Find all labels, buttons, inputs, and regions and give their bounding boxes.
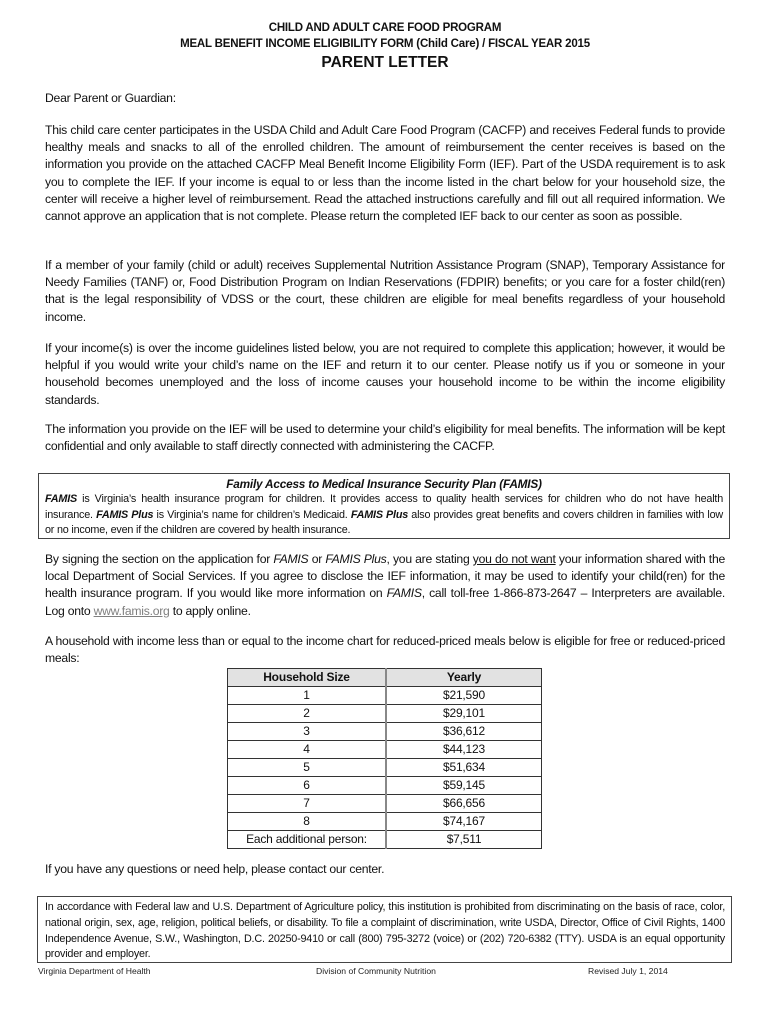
emphasis-do-not-want: you do not want bbox=[472, 552, 556, 566]
page-title: PARENT LETTER bbox=[321, 54, 449, 71]
table-row: 8 $74,167 bbox=[228, 813, 542, 831]
famis-term: FAMIS bbox=[45, 493, 77, 505]
column-header-yearly: Yearly bbox=[386, 669, 542, 687]
greeting: Dear Parent or Guardian: bbox=[45, 91, 176, 105]
table-header-row bbox=[228, 669, 542, 687]
famis-website-link[interactable]: www.famis.org bbox=[93, 603, 170, 618]
form-title: MEAL BENEFIT INCOME ELIGIBILITY FORM (Child Care) / FISCAL YEAR 2015 bbox=[180, 38, 590, 50]
table-row: 6 $59,145 bbox=[228, 777, 542, 795]
famis-info-box bbox=[38, 473, 730, 539]
footer-division: Division of Community Nutrition bbox=[316, 966, 436, 976]
table-row: 4 $44,123 bbox=[228, 741, 542, 759]
income-eligibility-table bbox=[227, 668, 542, 849]
table-row: 1 $21,590 bbox=[228, 687, 542, 705]
table-row: Each additional person: $7,511 bbox=[228, 831, 542, 849]
nondiscrimination-notice: In accordance with Federal law and U.S. Department of Agriculture policy, this institution is prohibited from discriminating on the basis of race, color, national origin, sex, age, religion, political beliefs, or disability. To file a complaint of discrimination, write USDA, Director, Office of Civil Rights, 1400 Independence Avenue, S.W., Washington, D.C. 20250-9410 or call (800) 795-3272 (voice) or (202) 720-6382 (TTY). USDA is an equal opportunity provider and employer. bbox=[37, 896, 732, 963]
famis-box-title: Family Access to Medical Insurance Security Plan (FAMIS) bbox=[226, 477, 542, 491]
table-row: 3 $36,612 bbox=[228, 723, 542, 741]
program-heading: CHILD AND ADULT CARE FOOD PROGRAM bbox=[268, 22, 502, 34]
paragraph-contact: If you have any questions or need help, please contact our center. bbox=[45, 862, 385, 876]
famis-box-body: FAMIS is Virginia’s health insurance program for children. It provides access to quality health services for children who do not have health insurance. FAMIS Plus is Virginia’s name for children’s Medicaid. FAMIS Plus also provides great benefits and covers children in families with low or no income, even if the children are covered by health insurance. bbox=[45, 493, 723, 536]
table-row: 2 $29,101 bbox=[228, 705, 542, 723]
paragraph-famis-consent: By signing the section on the application for FAMIS or FAMIS Plus, you are stating you do not want your information shared with the local Department of Social Services. If you agree to disclose the IEF information, it may be used to identify your child(ren) for the health insurance program. If you would like more information on FAMIS, call toll-free 1-866-873-2647 – Interpreters are available. Log onto www.famis.org to apply online. bbox=[45, 552, 725, 618]
footer-revised-date: Revised July 1, 2014 bbox=[588, 966, 668, 976]
table-row: 7 $66,656 bbox=[228, 795, 542, 813]
table-row: 5 $51,634 bbox=[228, 759, 542, 777]
famis-plus-term: FAMIS Plus bbox=[350, 508, 409, 521]
column-header-household-size: Household Size bbox=[228, 669, 387, 687]
paragraph-cacfp: This child care center participates in the USDA Child and Adult Care Food Program (CACFP) and receives Federal funds to provide healthy meals and snacks to all of the enrolled children. The amount of reimbursement the center receives is based on the information you provide on the attached CACFP Meal Benefit Income Eligibility Form (IEF). Part of the USDA requirement is to ask you to complete the IEF. If your income is equal to or less than the income listed in the chart below for your household size, the center will receive a higher level of reimbursement. Read the attached instructions carefully and fill out all required information. We cannot approve an application that is not complete. Please return the completed IEF back to our center as soon as possible. bbox=[45, 123, 725, 224]
paragraph-confidentiality: The information you provide on the IEF will be used to determine your child’s eligibility for meal benefits. The information will be kept confidential and only available to staff directly connected with administering the CACFP. bbox=[45, 422, 725, 454]
paragraph-snap-eligibility: If a member of your family (child or adult) receives Supplemental Nutrition Assistance Program (SNAP), Temporary Assistance for Needy Families (TANF) or, Food Distribution Program on Indian Reservations (FDPIR) benefits; or you care for a foster child(ren) that is the legal responsibility of VDSS or the court, these children are eligible for meal benefits regardless of your household income. bbox=[45, 258, 725, 324]
famis-plus-term: FAMIS Plus bbox=[96, 508, 154, 521]
paragraph-over-income: If your income(s) is over the income guidelines listed below, you are not required to complete this application; however, it would be helpful if you would write your child’s name on the IEF and return it to our center. Please notify us if you or someone in your household becomes unemployed and the loss of income causes your household income to be within the income eligibility standards. bbox=[45, 341, 725, 407]
paragraph-income-chart-intro: A household with income less than or equal to the income chart for reduced-priced meals below is eligible for free or reduced-priced meals: bbox=[45, 634, 725, 666]
footer-department: Virginia Department of Health bbox=[38, 966, 151, 976]
